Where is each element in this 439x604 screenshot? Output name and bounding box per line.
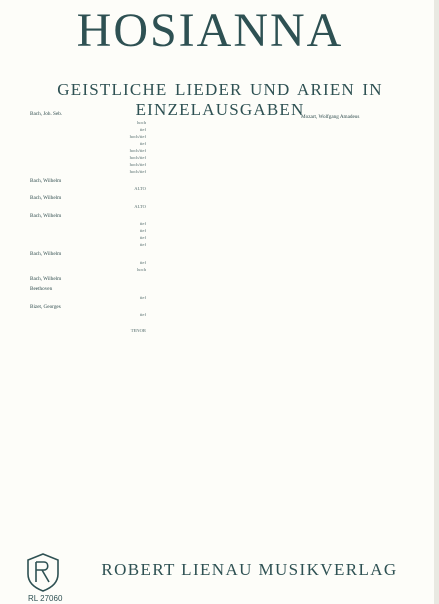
composer-entry <box>16 213 146 249</box>
composer-entry <box>287 114 425 122</box>
composer-name: Bach, Wilhelm <box>30 275 62 282</box>
catalog-item <box>16 168 146 175</box>
catalog-column-2 <box>148 108 283 553</box>
catalog-item <box>16 294 146 301</box>
catalog-item <box>16 241 146 248</box>
catalog-item <box>16 234 146 241</box>
item-voice: ALTO <box>134 203 146 209</box>
page-edge-shadow <box>434 0 439 604</box>
composer-entry <box>16 276 146 284</box>
publisher-logo-icon <box>24 552 62 592</box>
item-voice: ALTO <box>134 186 146 191</box>
composer-name: Bizet, Georges <box>30 303 61 310</box>
item-voice: tief <box>139 126 146 132</box>
item-voice: hoch/tief <box>129 161 146 167</box>
catalog-column-1 <box>16 108 146 553</box>
composer-entry <box>16 286 146 301</box>
item-voice: tief <box>139 228 146 233</box>
item-voice: hoch <box>137 119 146 125</box>
composer-name: Bach, Wilhelm <box>30 195 62 201</box>
publisher-name: ROBERT LIENAU MUSIKVERLAG <box>101 560 398 579</box>
catalog-item <box>16 220 146 227</box>
item-voice: tief <box>139 235 146 240</box>
catalog-item <box>16 147 146 154</box>
item-voice: tief <box>139 294 146 300</box>
page-title: HOSIANNA <box>76 4 344 57</box>
catalog-item <box>16 185 146 192</box>
page-subtitle: GEISTLICHE LIEDER UND ARIEN IN EINZELAUSGABEN <box>57 80 383 119</box>
item-voice: hoch/tief <box>129 154 146 160</box>
composer-entry <box>16 327 146 334</box>
catalog-item <box>16 259 146 266</box>
item-voice: tief <box>139 312 146 317</box>
item-voice: TENOR <box>130 328 146 333</box>
catalog-item <box>16 119 146 126</box>
catalog-item <box>16 154 146 161</box>
item-voice: tief <box>139 221 146 226</box>
composer-name: Bach, Wilhelm <box>30 251 62 257</box>
catalog-item <box>16 266 146 273</box>
item-voice: hoch/tief <box>129 168 146 174</box>
catalog-item <box>16 133 146 140</box>
catalog-item <box>16 227 146 234</box>
catalog-item <box>16 203 146 210</box>
composer-entry <box>16 178 146 193</box>
composer-name: Bach, Joh. Seb. <box>30 111 63 117</box>
composer-name: Bach, Wilhelm <box>30 212 62 219</box>
composer-entry <box>16 111 146 175</box>
composer-entry <box>16 251 146 273</box>
catalog-item <box>16 126 146 133</box>
item-voice: tief <box>139 242 146 247</box>
composer-entry <box>16 304 146 319</box>
item-voice: hoch/tief <box>129 133 146 139</box>
composer-entry <box>16 195 146 210</box>
composer-name: Beethoven <box>30 286 53 292</box>
catalog-item <box>16 140 146 147</box>
composer-name: Bach, Wilhelm <box>30 177 62 184</box>
catalog-item <box>16 311 146 318</box>
catalog-code: RL 27060 <box>28 594 63 603</box>
catalog-item <box>16 327 146 334</box>
item-voice: tief <box>139 140 146 146</box>
catalog-item <box>16 161 146 168</box>
item-voice: hoch/tief <box>129 147 146 153</box>
item-voice: tief <box>139 259 146 265</box>
composer-name: Mozart, Wolfgang Amadeus <box>301 114 360 120</box>
catalog-column-3 <box>287 108 425 553</box>
item-voice: hoch <box>137 266 146 272</box>
